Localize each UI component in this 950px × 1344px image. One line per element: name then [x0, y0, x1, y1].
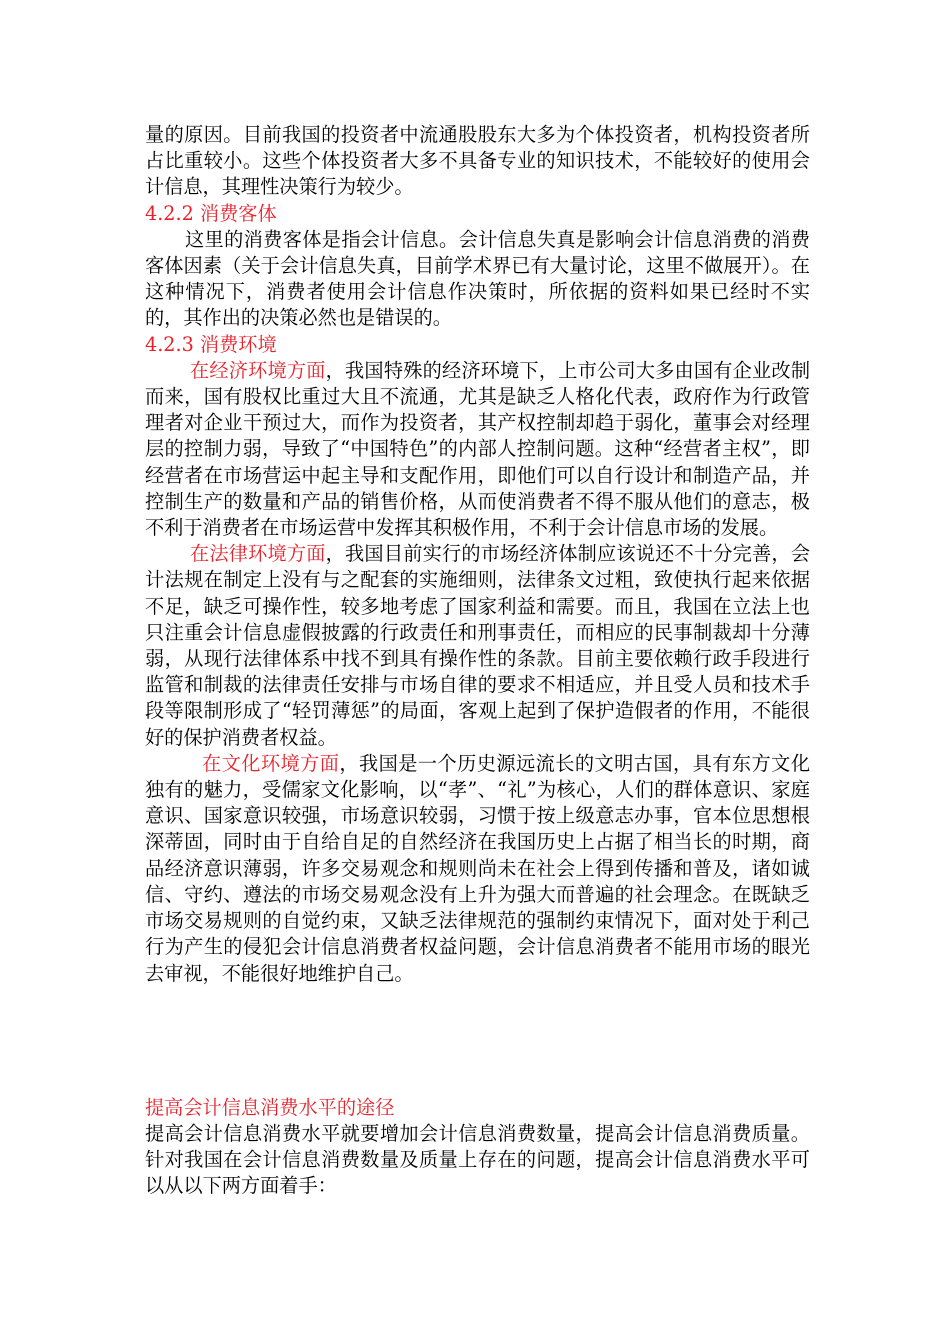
- paragraph-improve-consumption: 提高会计信息消费水平就要增加会计信息消费数量，提高会计信息消费质量。针对我国在会计信息消费数量及质量上存在的问题，提高会计信息消费水平可以从以下两方面着手：: [145, 1121, 810, 1198]
- paragraph-economic-environment: [145, 358, 810, 541]
- blank-space: [145, 987, 810, 1095]
- paragraph-cultural-environment: [145, 751, 810, 987]
- lead-cultural-environment: 在文化环境方面: [202, 751, 340, 775]
- heading-4-2-2: 4.2.2 消费客体: [145, 201, 277, 225]
- section-heading-improve-consumption: 提高会计信息消费水平的途径: [145, 1095, 395, 1119]
- heading-4-2-3: 4.2.3 消费环境: [145, 332, 277, 356]
- text-cultural-environment: ，我国是一个历史源远流长的文明古国，具有东方文化独有的魅力，受儒家文化影响，以“孝”、“礼”为核心，人们的群体意识、家庭意识、国家意识较强，市场意识较弱，习惯于按上级意志办事，官本位思想根深蒂固，同时由于自给自足的自然经济在我国历史上占据了相当长的时期，商品经济意识薄弱，许多交易观念和规则尚未在社会上得到传播和普及，诸如诚信、守约、遵法的市场交易观念没有上升为强大而普遍的社会理念。在既缺乏市场交易规则的自觉约束，又缺乏法律规范的强制约束情况下，面对处于利己行为产生的侵犯会计信息消费者权益问题，会计信息消费者不能用市场的眼光去审视，不能很好地维护自己。: [145, 751, 810, 985]
- paragraph-investors: 量的原因。目前我国的投资者中流通股股东大多为个体投资者，机构投资者所占比重较小。这些个体投资者大多不具备专业的知识技术，不能较好的使用会计信息，其理性决策行为较少。: [145, 123, 810, 199]
- paragraph-legal-environment: [145, 541, 810, 751]
- text-economic-environment: ，我国特殊的经济环境下，上市公司大多由国有企业改制而来，国有股权比重过大且不流通，尤其是缺乏人格化代表，政府作为行政管理者对企业干预过大，而作为投资者，其产权控制却趋于弱化，董事会对经理层的控制力弱，导致了“中国特色”的内部人控制问题。这种“经营者主权”，即经营者在市场营运中起主导和支配作用，即他们可以自行设计和制造产品，并控制生产的数量和产品的销售价格，从而使消费者不得不服从他们的意志，极不利于消费者在市场运营中发挥其积极作用，不利于会计信息市场的发展。: [145, 358, 811, 540]
- document-body: [145, 122, 810, 1200]
- text-legal-environment: ，我国目前实行的市场经济体制应该说还不十分完善，会计法规在制定上没有与之配套的实施细则，法律条文过粗，致使执行起来依据不足，缺乏可操作性，较多地考虑了国家利益和需要。而且，我国在立法上也只注重会计信息虚假披露的行政责任和刑事责任，而相应的民事制裁却十分薄弱，从现行法律体系中找不到具有操作性的条款。目前主要依赖行政手段进行监管和制裁的法律责任安排与市场自律的要求不相适应，并且受人员和技术手段等限制形成了“轻罚薄惩”的局面，客观上起到了保护造假者的作用，不能很好的保护消费者权益。: [145, 542, 811, 749]
- lead-economic-environment: 在经济环境方面: [190, 358, 326, 382]
- lead-legal-environment: 在法律环境方面: [190, 542, 326, 566]
- paragraph-consumption-object: 这里的消费客体是指会计信息。会计信息失真是影响会计信息消费的消费客体因素（关于会计信息失真，目前学术界已有大量讨论，这里不做展开）。在这种情况下，消费者使用会计信息作决策时，所依据的资料如果已经时不实的，其作出的决策必然也是错误的。: [145, 227, 810, 330]
